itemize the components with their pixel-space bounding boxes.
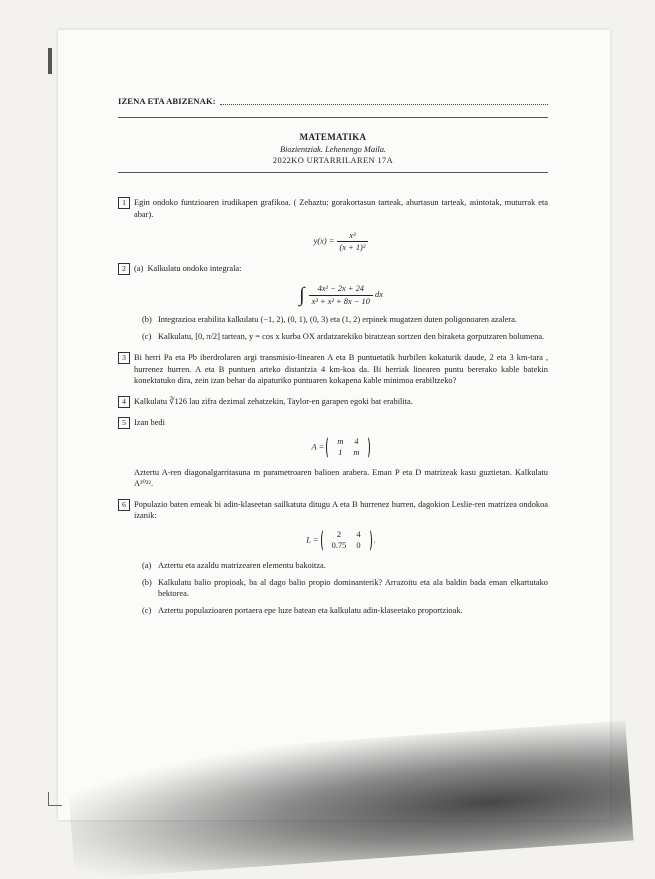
matrix-a-cell: 1 (338, 448, 343, 458)
problem-6-number: 6 (118, 499, 130, 511)
problem-6a-label: (a) (142, 560, 152, 570)
name-label: IZENA ETA ABIZENAK: (118, 96, 216, 106)
problem-6c (134, 605, 548, 616)
problem-6-mat-end: . (373, 535, 376, 545)
matrix-l-cell: 2 (336, 529, 342, 539)
problem-2-denominator: x³ + x² + 8x − 10 (311, 296, 370, 306)
matrix-l-cell: 0 (356, 541, 361, 551)
problem-6b (134, 577, 548, 599)
problem-5 (118, 417, 548, 489)
problem-3-text: Bi herri Pa eta Pb iberdrolaren argi transmisio-linearen A eta B puntuetatik hurbilen kokaturik daude, 2 eta 3 km-tara , hurrenez hurren. A eta B puntuen arteko distantzia 4 km-koa da. Bi herriak linearen puntu bererako kable batekin konektatuko dira, zein izan behar da aipaturiko puntuaren kokapena kable minimoa erabiltzeko? (134, 353, 548, 385)
exam-title: MATEMATIKA (299, 132, 367, 143)
problem-1-eq-lhs: y(x) = (313, 236, 335, 246)
problem-2-fraction (309, 283, 373, 306)
name-row (118, 96, 548, 107)
problem-5-mat-lhs: A = (311, 442, 325, 452)
problem-1-numerator: x³ (337, 230, 369, 242)
problem-1-text: Egin ondoko funtzioaren irudikapen grafikoa. ( Zehaztu: gorakortasun tarteak, ahurtasun tarteak, asintotak, muturrak eta abar). (134, 198, 548, 219)
exam-header (118, 132, 548, 166)
problem-4 (118, 396, 548, 407)
problem-2c (134, 331, 548, 342)
binder-mark (48, 48, 52, 74)
corner-mark-vertical (48, 792, 49, 806)
problem-5-number: 5 (118, 417, 130, 429)
problem-6c-text: Aztertu populazioaren portaera epe luze batean eta kalkulatu adin-klaseetako proportzioak. (158, 605, 463, 615)
problem-2a-label: (a) (134, 263, 144, 273)
problem-6c-label: (c) (142, 605, 152, 615)
problem-5-text: Aztertu A-ren diagonalgarritasuna m parametroaren balioen arabera. Eman P eta D matrizeak kasu guztietan. Kalkulatu A²⁰²². (134, 467, 548, 488)
problem-2b-label: (b) (142, 315, 152, 325)
matrix-l-cell: 0.75 (331, 541, 347, 551)
problem-6-mat-lhs: L = (306, 535, 319, 545)
problem-2c-text: Kalkulatu, [0, π/2] tartean, y = cos x kurba OX ardatzarekiko biratzean sortzen den biraketa gorputzaren bolumena. (158, 332, 545, 342)
problem-6b-label: (b) (142, 577, 152, 587)
problem-2-number: 2 (118, 263, 130, 275)
problem-3 (118, 352, 548, 385)
problem-4-number: 4 (118, 396, 130, 408)
problem-2b (134, 314, 548, 325)
problem-1 (118, 197, 548, 252)
problem-2 (118, 263, 548, 343)
problem-5-matrix-equation (134, 436, 548, 459)
problem-1-denominator: (x + 1)² (339, 242, 366, 252)
problem-1-equation (134, 230, 548, 253)
problem-6-matrix-equation (134, 529, 548, 552)
problem-2a-text: Kalkulatu ondoko integrala: (147, 263, 242, 273)
problem-5-intro: Izan bedi (134, 417, 165, 427)
problem-6-text: Populazio baten emeak bi adin-klaseetan sailkatuta ditugu A eta B hurrenez hurren, dagokion Leslie-ren matrizea ondokoa izanik: (134, 499, 548, 520)
matrix-l (321, 529, 372, 552)
problem-2-numerator: 4x² − 2x + 24 (309, 283, 373, 295)
integral-sign: ∫ (299, 283, 305, 306)
corner-mark (48, 805, 62, 806)
matrix-a-cell: m (337, 436, 344, 446)
problem-6b-text: Kalkulatu balio propioak, ba al dago balio propio dominanterik? Arrazoitu eta ala baldin bada eman elkartutako bektorea. (158, 577, 548, 598)
matrix-a-cell: 4 (354, 436, 359, 446)
name-field-dots (220, 103, 548, 105)
problem-2-integral (134, 282, 548, 308)
top-rule (118, 117, 548, 118)
header-rule (118, 172, 548, 173)
problem-2c-label: (c) (142, 332, 152, 342)
problem-6a (134, 560, 548, 571)
matrix-a (326, 436, 370, 459)
problem-3-number: 3 (118, 352, 130, 364)
problem-2b-text: Integrazioa erabilita kalkulatu (−1, 2), (0, 1), (0, 3) eta (1, 2) erpinek mugatzen duten poligonoaren azalera. (158, 315, 517, 325)
problem-6 (118, 499, 548, 616)
matrix-a-cell: m (353, 448, 360, 458)
problem-2-dx: dx (375, 290, 383, 299)
problem-1-number: 1 (118, 197, 130, 209)
exam-subtitle: Biozientziak. Lehenengo Maila. (279, 145, 387, 155)
problem-1-fraction (337, 230, 369, 253)
exam-content (118, 96, 548, 616)
problem-4-text: Kalkulatu ∛126 lau zifra dezimal zehatzekin, Taylor-en garapen egoki bat erabilita. (134, 396, 413, 406)
matrix-l-cell: 4 (356, 529, 361, 539)
exam-date: 2022KO URTARRILAREN 17A (272, 156, 394, 166)
problem-6a-text: Aztertu eta azaldu matrizearen elementu bakoitza. (158, 560, 326, 570)
